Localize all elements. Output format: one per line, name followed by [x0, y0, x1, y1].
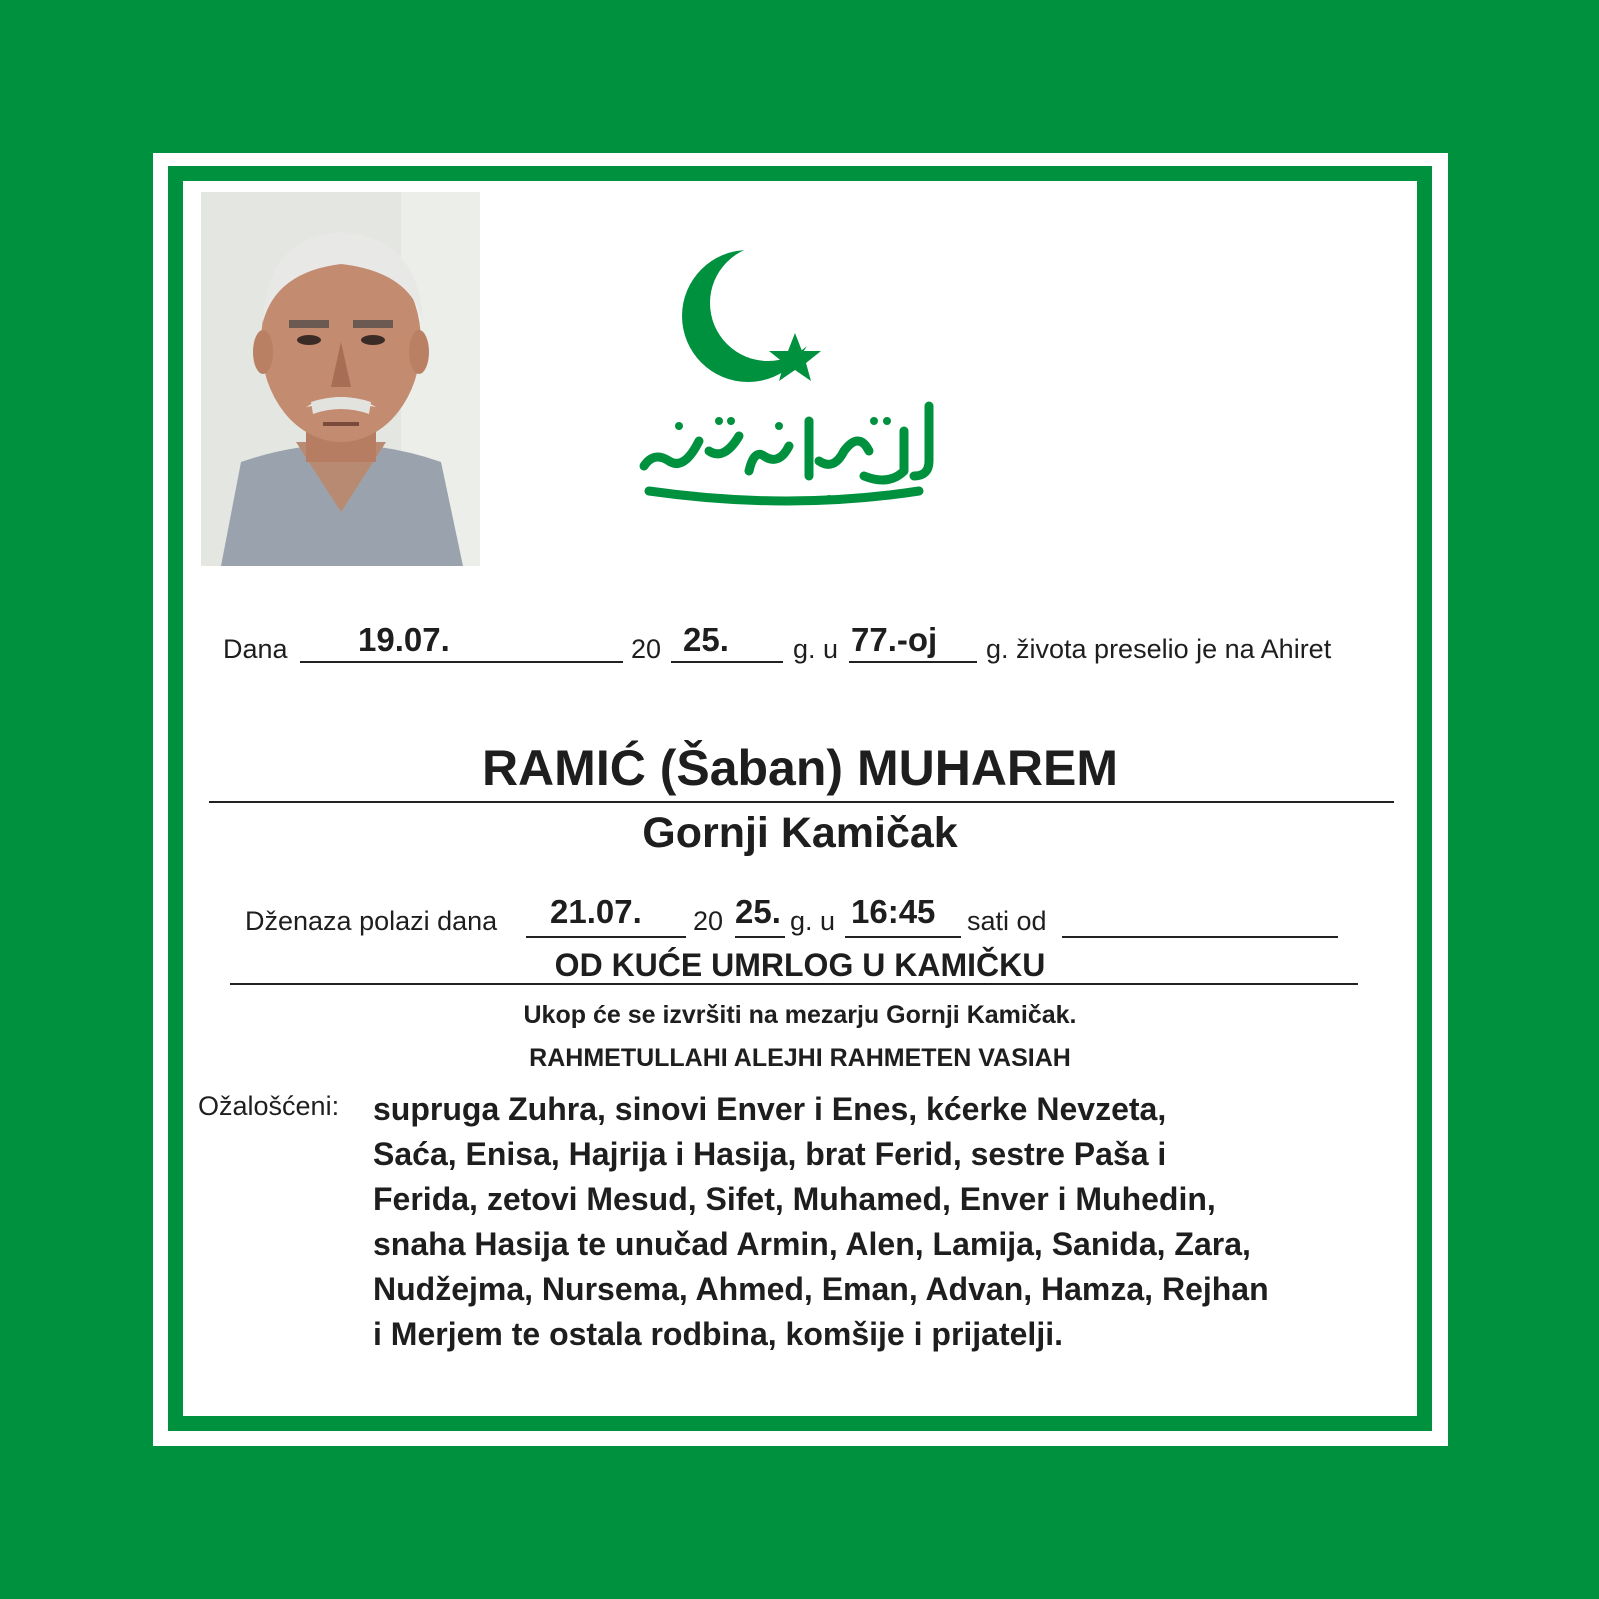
mourners-list	[373, 1087, 1413, 1357]
funeral-year-underline	[735, 936, 785, 938]
label-dzenaza: Dženaza polazi dana	[245, 906, 498, 936]
age-value: 77.-oj	[851, 621, 938, 658]
arabic-calligraphy	[629, 391, 959, 516]
death-year-value: 25.	[683, 621, 729, 658]
burial-info: Ukop će se izvršiti na mezarju Gornji Kamičak.	[523, 1001, 1077, 1029]
funeral-time-value: 16:45	[851, 893, 936, 930]
funeral-year-value: 25.	[735, 893, 781, 930]
funeral-date-underline	[526, 936, 686, 938]
mourners-line: i Merjem te ostala rodbina, komšije i prijatelji.	[373, 1316, 1063, 1352]
age-underline	[849, 661, 977, 663]
label-20: 20	[631, 634, 662, 664]
label-zivota: g. života preselio je na Ahiret	[986, 634, 1332, 664]
mourners-line: Ferida, zetovi Mesud, Sifet, Muhamed, Enver i Muhedin,	[373, 1181, 1216, 1217]
deceased-place: Gornji Kamičak	[642, 809, 958, 857]
mourners-line: Nudžejma, Nursema, Ahmed, Eman, Advan, Hamza, Rejhan	[373, 1271, 1269, 1307]
death-date-value: 19.07.	[358, 621, 450, 658]
from-underline	[230, 983, 1358, 985]
mourners-label: Ožalošćeni:	[198, 1091, 340, 1121]
death-date-underline	[300, 661, 623, 663]
name-divider	[209, 801, 1394, 803]
deceased-portrait-photo	[201, 192, 480, 566]
obituary-card-outer-border	[153, 153, 1448, 1446]
funeral-from-location: OD KUĆE UMRLOG U KAMIČKU	[554, 947, 1046, 983]
mourners-line: snaha Hasija te unučad Armin, Alen, Lamija, Sanida, Zara,	[373, 1226, 1251, 1262]
label-g-u-funeral: g. u	[790, 906, 836, 936]
label-dana: Dana	[223, 634, 288, 664]
deceased-name: RAMIĆ (Šaban) MUHAREM	[481, 740, 1119, 796]
funeral-time-underline	[845, 936, 961, 938]
label-sati-od: sati od	[967, 906, 1047, 936]
label-20-funeral: 20	[693, 906, 724, 936]
prayer-text: RAHMETULLAHI ALEJHI RAHMETEN VASIAH	[529, 1044, 1071, 1072]
funeral-date-value: 21.07.	[550, 893, 642, 930]
obituary-card	[183, 181, 1417, 1416]
crescent-and-star-icon	[623, 241, 843, 406]
label-g-u: g. u	[793, 634, 839, 664]
sati-od-underline	[1062, 936, 1338, 938]
mourners-line: Saća, Enisa, Hajrija i Hasija, brat Ferid, sestre Paša i	[373, 1136, 1167, 1172]
mourners-line: supruga Zuhra, sinovi Enver i Enes, kćerke Nevzeta,	[373, 1091, 1167, 1127]
death-year-underline	[671, 661, 783, 663]
obituary-card-green-border	[168, 166, 1432, 1431]
